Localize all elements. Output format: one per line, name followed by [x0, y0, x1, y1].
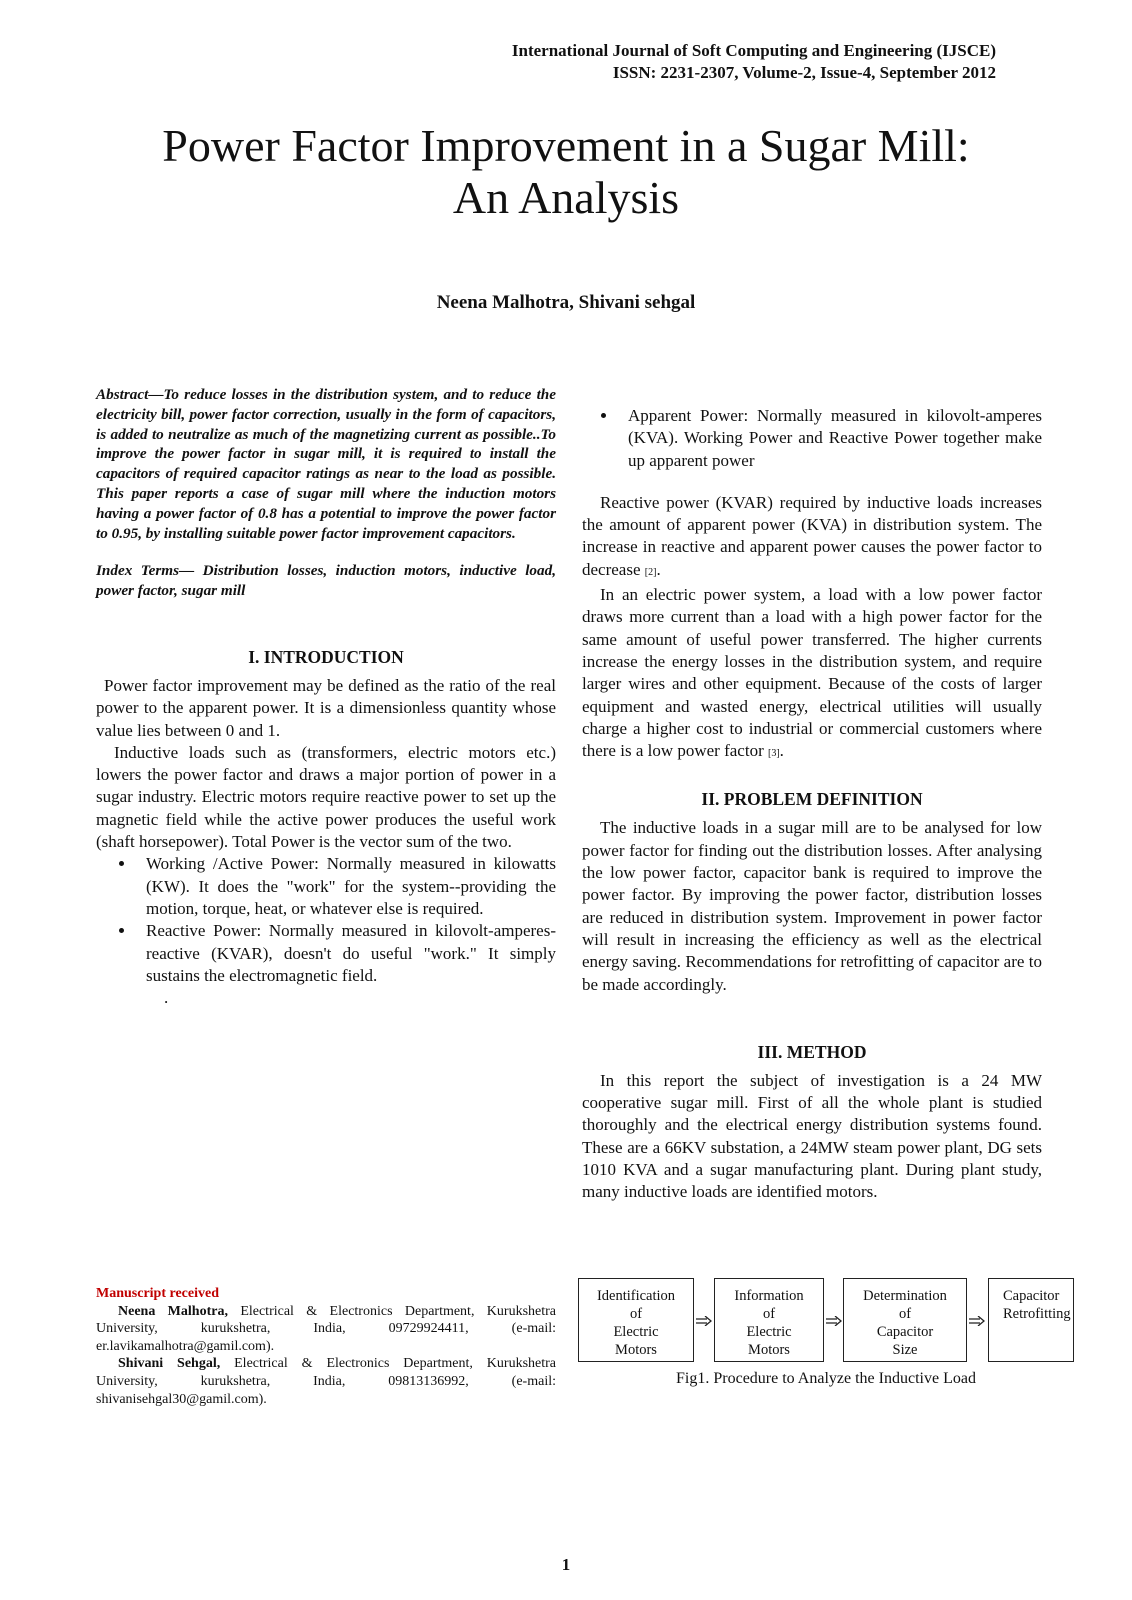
author-2-name: Shivani Sehgal, — [118, 1356, 221, 1372]
flow-arrow-icon — [696, 1316, 712, 1326]
right-column — [582, 405, 1042, 1204]
journal-issue: ISSN: 2231-2307, Volume-2, Issue-4, September 2012 — [612, 63, 996, 82]
procedure-flowchart — [578, 1278, 1074, 1366]
citation-3: [3] — [767, 748, 780, 760]
manuscript-label: Manuscript received — [96, 1286, 219, 1301]
reactive-power-paragraph: Reactive power (KVAR) required by inductive loads increases the amount of apparent power (KVA) in distribution system. The increase in reactive and apparent power causes the power factor to decrease [2]. — [582, 492, 1042, 579]
flow-box-determination — [843, 1278, 967, 1362]
list-item: • Working /Active Power: Normally measured in kilowatts (KW). It does the "work" for the system--providing the motion, torque, heat, or whatever else is required. — [136, 853, 556, 920]
journal-header — [512, 40, 996, 84]
apparent-power-list — [582, 405, 1042, 472]
section-heading-problem-definition: II. PROBLEM DEFINITION — [701, 789, 923, 810]
intro-paragraph-2: Inductive loads such as (transformers, electric motors etc.) lowers the power factor and draws a major portion of power in a sugar industry. Electric motors require reactive power to set up the magnetic field while the active power produces the useful work (shaft horsepower). Total Power is the vector sum of the two. — [96, 742, 556, 852]
low-pf-text: In an electric power system, a load with a low power factor draws more current than a load with a high power factor for the same amount of useful power transferred. The higher currents increase the energy losses in the distribution system, and require larger wires and other equipment. Because of the costs of larger equipment and wasted energy, electrical utilities will usually charge a higher cost to industrial or commercial customers where there is a low power factor — [582, 585, 1042, 761]
author-1-affiliation — [96, 1303, 556, 1356]
section-heading-method: III. METHOD — [757, 1041, 867, 1062]
manuscript-footnote — [96, 1285, 556, 1408]
section-heading-introduction: I. INTRODUCTION — [248, 646, 404, 667]
author-1-details: Electrical & Electronics Department, Kurukshetra University, kurukshetra, India, 09729924411, (e-mail: er.lavikamalhotra@gamil.com). — [96, 1303, 557, 1354]
box-text: Determination — [863, 1288, 947, 1304]
reactive-power-text: Reactive power (KVAR) required by inductive loads increases the amount of apparent power (KVA) in distribution system. The increase in reactive and apparent power causes the power factor to decrease — [582, 492, 1042, 579]
box-text: Information — [734, 1288, 804, 1304]
flow-arrow-icon — [969, 1316, 985, 1326]
author-list: Neena Malhotra, Shivani sehgal — [436, 292, 696, 313]
flow-box-identification — [578, 1278, 694, 1362]
box-text: Identification — [596, 1288, 676, 1304]
list-item: • Apparent Power: Normally measured in kilovolt-amperes (KVA). Working Power and Reactive Power together make up apparent power — [618, 405, 1042, 472]
author-1-name: Neena Malhotra, — [118, 1303, 228, 1319]
author-2-details: Electrical & Electronics Department, Kurukshetra University, kurukshetra, India, 09813136992, (e-mail: shivanisehgal30@gamil.com). — [96, 1356, 556, 1407]
citation-2: [2] — [644, 566, 657, 578]
box-text: Motors — [748, 1342, 790, 1358]
flow-box-capacitor-retrofitting — [988, 1278, 1074, 1362]
author-2-affiliation — [96, 1355, 556, 1408]
stray-dot: . — [164, 988, 169, 1008]
method-paragraph: In this report the subject of investigation is a 24 MW cooperative sugar mill. First of all the whole plant is studied thoroughly and the electrical energy distribution systems found. These are a 66KV substation, a 24MW steam power plant, DG sets 1010 KVA and a sugar manufacturing plant. During plant study, many inductive loads are identified motors. — [582, 1070, 1042, 1202]
box-text: Electric — [613, 1324, 659, 1340]
list-item: • Reactive Power: Normally measured in kilovolt-amperes-reactive (KVAR), doesn't do useful "work." It simply sustains the electromagnetic field. — [136, 920, 556, 987]
figure-caption: Fig1. Procedure to Analyze the Inductive Load — [676, 1370, 976, 1387]
box-text: of — [898, 1306, 912, 1322]
title-line-1: Power Factor Improvement in a Sugar Mill: — [162, 120, 970, 171]
box-text: of — [629, 1306, 643, 1322]
power-types-list — [96, 853, 556, 987]
box-text: Size — [892, 1342, 918, 1358]
page-number: 1 — [561, 1555, 571, 1574]
box-text: Motors — [615, 1342, 657, 1358]
left-column — [96, 385, 556, 1009]
box-text: of — [762, 1306, 776, 1322]
low-pf-paragraph: In an electric power system, a load with a low power factor draws more current than a load with a high power factor for the same amount of useful power transferred. The higher currents increase the energy losses in the distribution system, and require larger wires and other equipment. Because of the costs of larger equipment and wasted energy, electrical utilities will usually charge a higher cost to industrial or commercial customers where there is a low power factor [3]. — [582, 585, 1042, 761]
intro-paragraph-1: Power factor improvement may be defined as the ratio of the real power to the apparent power. It is a dimensionless quantity whose value lies between 0 and 1. — [96, 675, 556, 740]
paper-title — [0, 120, 1132, 224]
box-text: Capacitor — [876, 1324, 934, 1340]
index-terms: Index Terms— Distribution losses, induction motors, inductive load, power factor, sugar mill — [96, 562, 556, 600]
flow-box-information — [714, 1278, 824, 1362]
abstract: Abstract—To reduce losses in the distribution system, and to reduce the electricity bill, power factor correction, usually in the form of capacitors, is added to neutralize as much of the magnetizing current as possible..To improve the power factor in sugar mill, it is required to install the capacitors of required capacitor ratings as near to the load as possible. This paper reports a case of sugar mill where the induction motors having a power factor of 0.8 has a potential to improve the power factor to 0.95, by installing suitable power factor improvement capacitors. — [96, 386, 556, 542]
journal-name: International Journal of Soft Computing and Engineering (IJSCE) — [511, 41, 996, 60]
box-text: Electric — [746, 1324, 792, 1340]
box-text: Retrofitting — [1003, 1306, 1071, 1322]
box-text: Capacitor — [1003, 1288, 1060, 1304]
problem-paragraph: The inductive loads in a sugar mill are to be analysed for low power factor for finding out the distribution losses. After analysing the low power factor, capacitor bank is required to improve the power factor. By improving the power factor, distribution losses are reduced in distribution system. Improvement in power factor will result in increasing the efficiency as well as the electrical energy saving. Recommendations for retrofitting of capacitor are to be made accordingly. — [582, 818, 1042, 994]
flow-arrow-icon — [826, 1316, 842, 1326]
title-line-2: An Analysis — [452, 172, 680, 223]
